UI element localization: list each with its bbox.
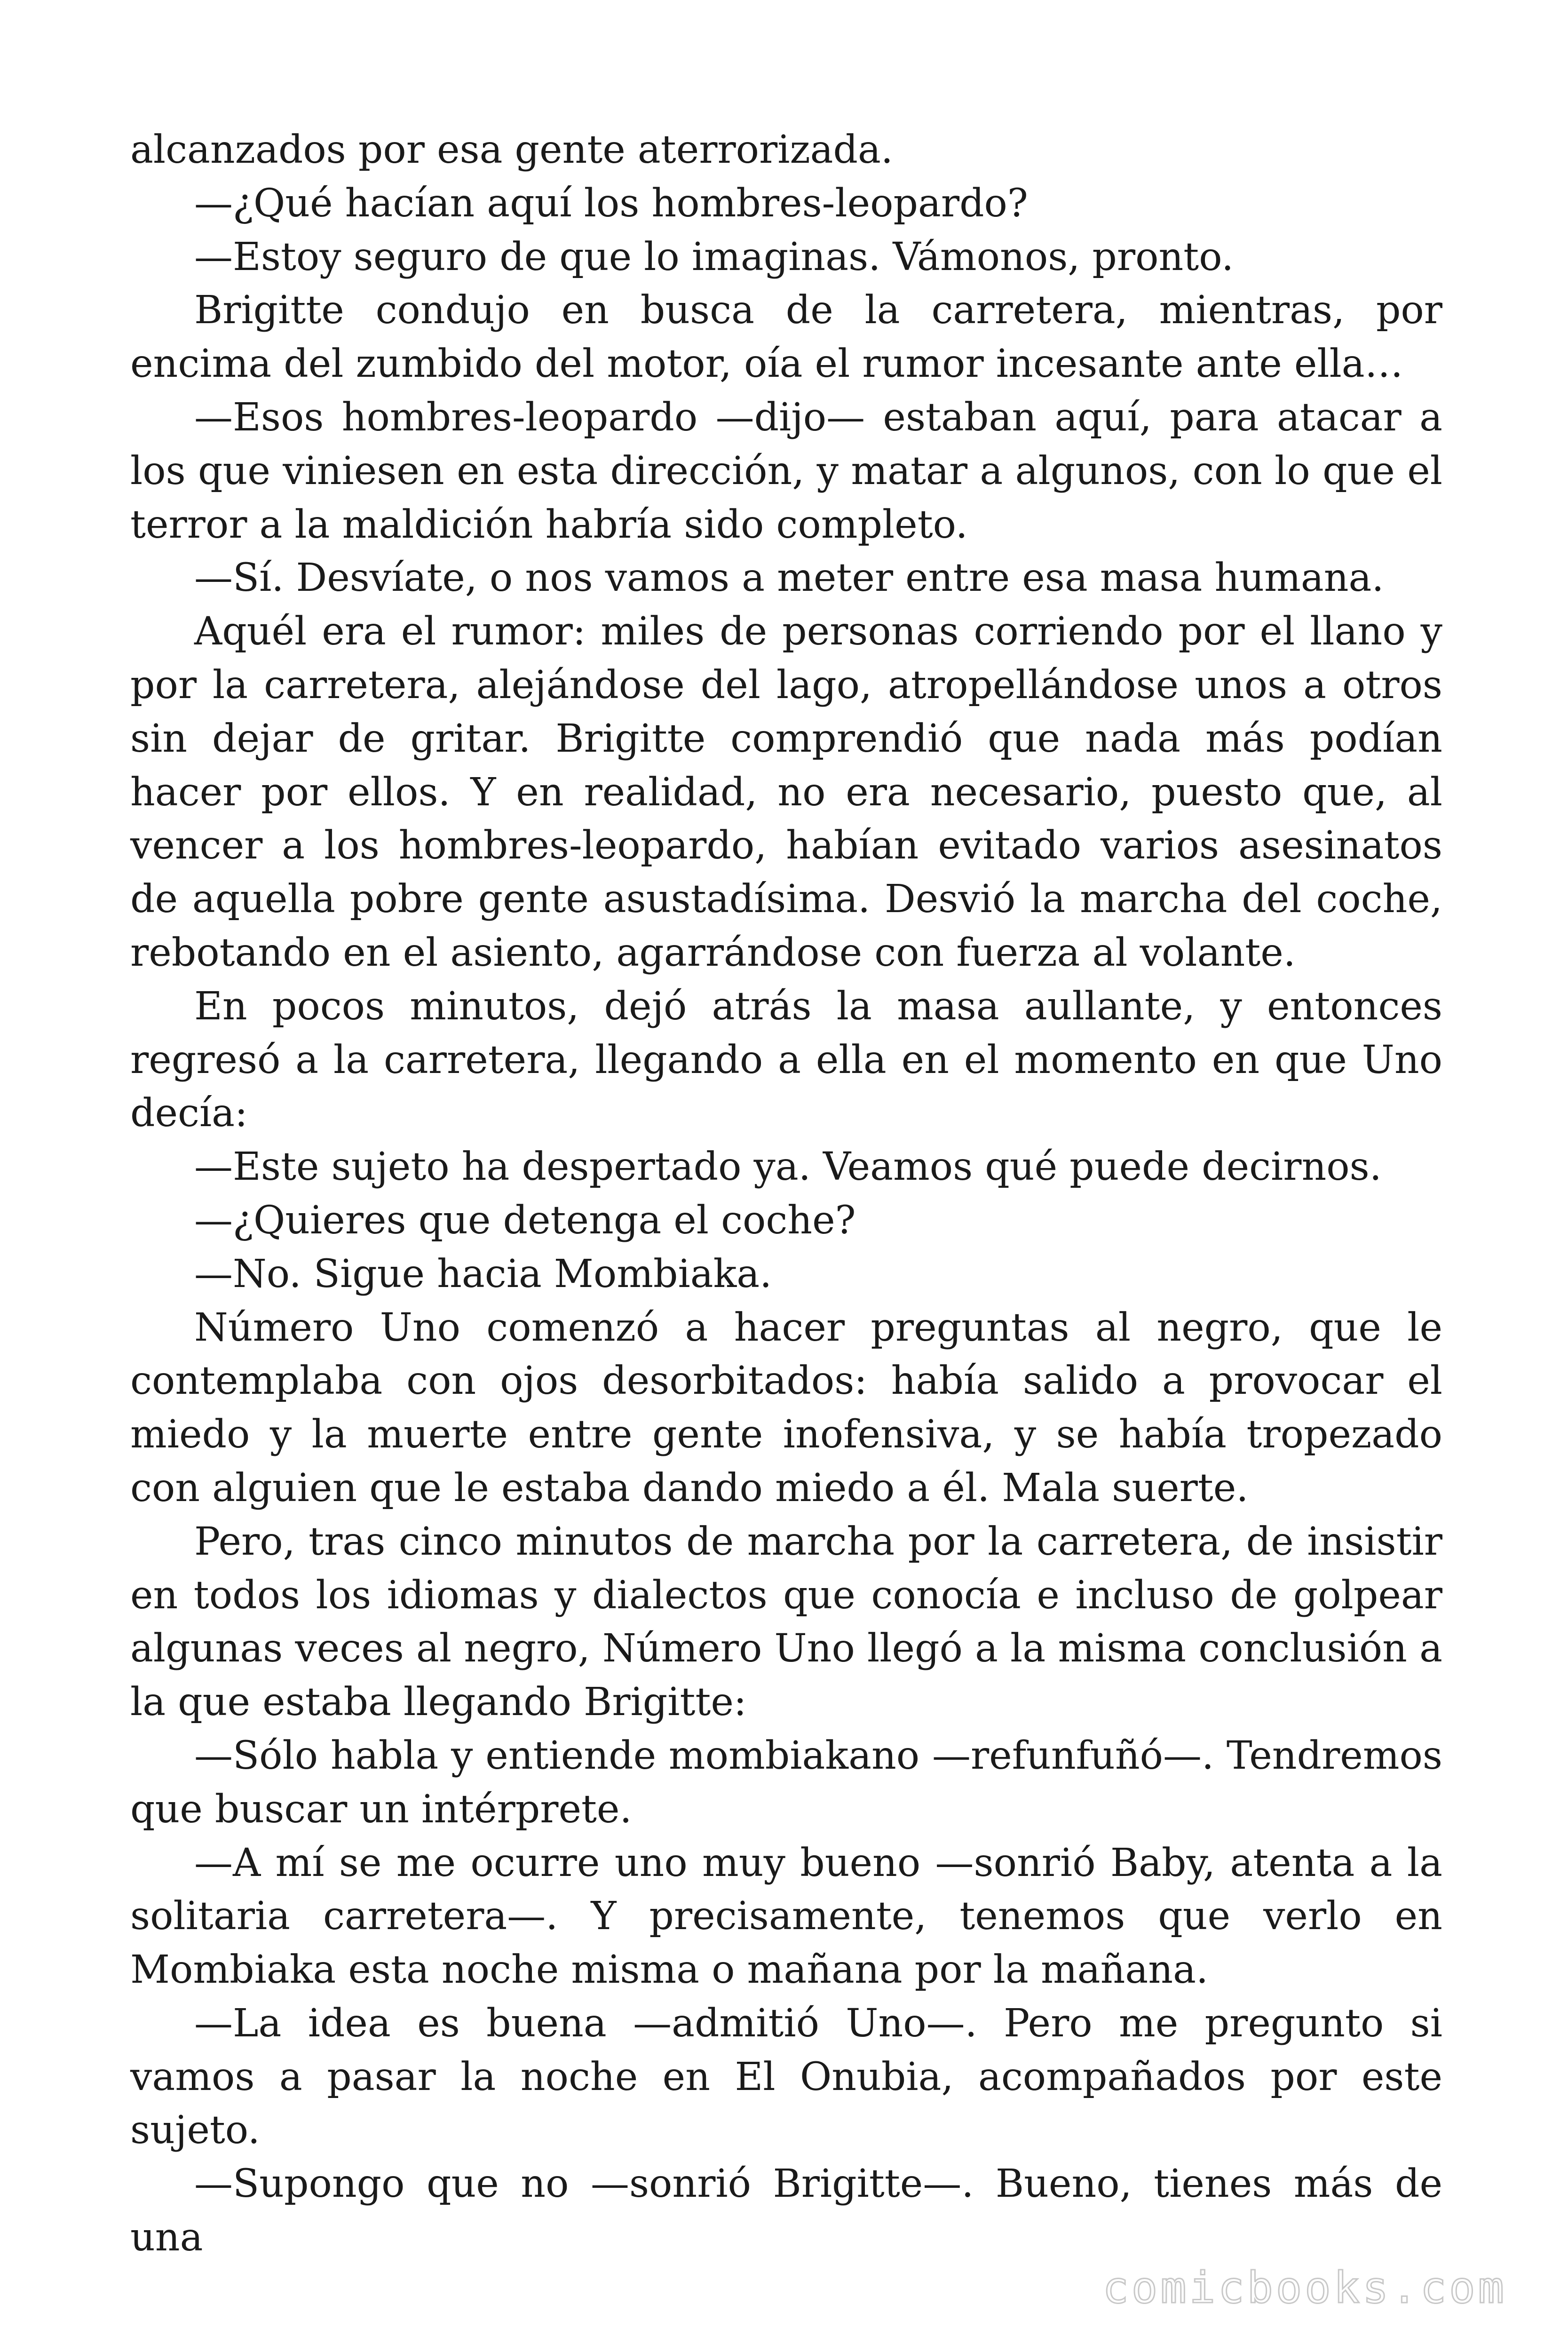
paragraph-2: —¿Qué hacían aquí los hombres-leopardo? — [194, 181, 1028, 226]
paragraph-3: —Estoy seguro de que lo imaginas. Vámonos, pronto. — [194, 234, 1234, 279]
paragraph-7: Aquél era el rumor: miles de personas corriendo por el llano y por la carretera, alejándose del lago, atropellándose unos a otros sin dejar de gritar. Brigitte comprendió que nada más podían hacer por ellos. Y en realidad, no era necesario, puesto que, al vencer a los hombres-leopardo, habían evitado varios asesinatos de aquella pobre gente asustadísima. Desvió la marcha del coche, rebotando en el asiento, agarrándose con fuerza al volante. — [130, 609, 1442, 975]
paragraph-10: —¿Quieres que detenga el coche? — [194, 1198, 856, 1243]
paragraph-11: —No. Sigue hacia Mombiaka. — [194, 1251, 772, 1296]
paragraph-1: alcanzados por esa gente aterrorizada. — [130, 127, 893, 172]
paragraph-4: Brigitte condujo en busca de la carretera, mientras, por encima del zumbido del motor, oía el rumor incesante ante ella… — [130, 288, 1442, 387]
paragraph-16: —La idea es buena —admitió Uno—. Pero me pregunto si vamos a pasar la noche en El Onubia, acompañados por este sujeto. — [130, 2001, 1442, 2153]
page-text — [130, 123, 1442, 2265]
paragraph-9: —Este sujeto ha despertado ya. Veamos qué puede decirnos. — [194, 1144, 1382, 1190]
paragraph-5: —Esos hombres-leopardo —dijo— estaban aquí, para atacar a los que viniesen en esta dirección, y matar a algunos, con lo que el terror a la maldición habría sido completo. — [130, 395, 1442, 547]
paragraph-12: Número Uno comenzó a hacer preguntas al negro, que le contemplaba con ojos desorbitados: había salido a provocar el miedo y la muerte entre gente inofensiva, y se había tropezado con alguien que le estaba dando miedo a él. Mala suerte. — [130, 1305, 1442, 1510]
paragraph-17: —Supongo que no —sonrió Brigitte—. Bueno, tienes más de una — [130, 2161, 1442, 2260]
paragraph-13: Pero, tras cinco minutos de marcha por la carretera, de insistir en todos los idiomas y dialectos que conocía e incluso de golpear algunas veces al negro, Número Uno llegó a la misma conclusión a la que estaba llegando Brigitte: — [130, 1519, 1442, 1725]
paragraph-6: —Sí. Desvíate, o nos vamos a meter entre esa masa humana. — [194, 556, 1384, 601]
paragraph-15: —A mí se me ocurre uno muy bueno —sonrió Baby, atenta a la solitaria carretera—. Y precisamente, tenemos que verlo en Mombiaka esta noche misma o mañana por la mañana. — [130, 1840, 1442, 1993]
watermark: comicbooks.com — [1102, 2263, 1507, 2313]
paragraph-8: En pocos minutos, dejó atrás la masa aullante, y entonces regresó a la carretera, llegando a ella en el momento en que Uno decía: — [130, 984, 1442, 1136]
paragraph-14: —Sólo habla y entiende mombiakano —refunfuñó—. Tendremos que buscar un intérprete. — [130, 1733, 1442, 1832]
